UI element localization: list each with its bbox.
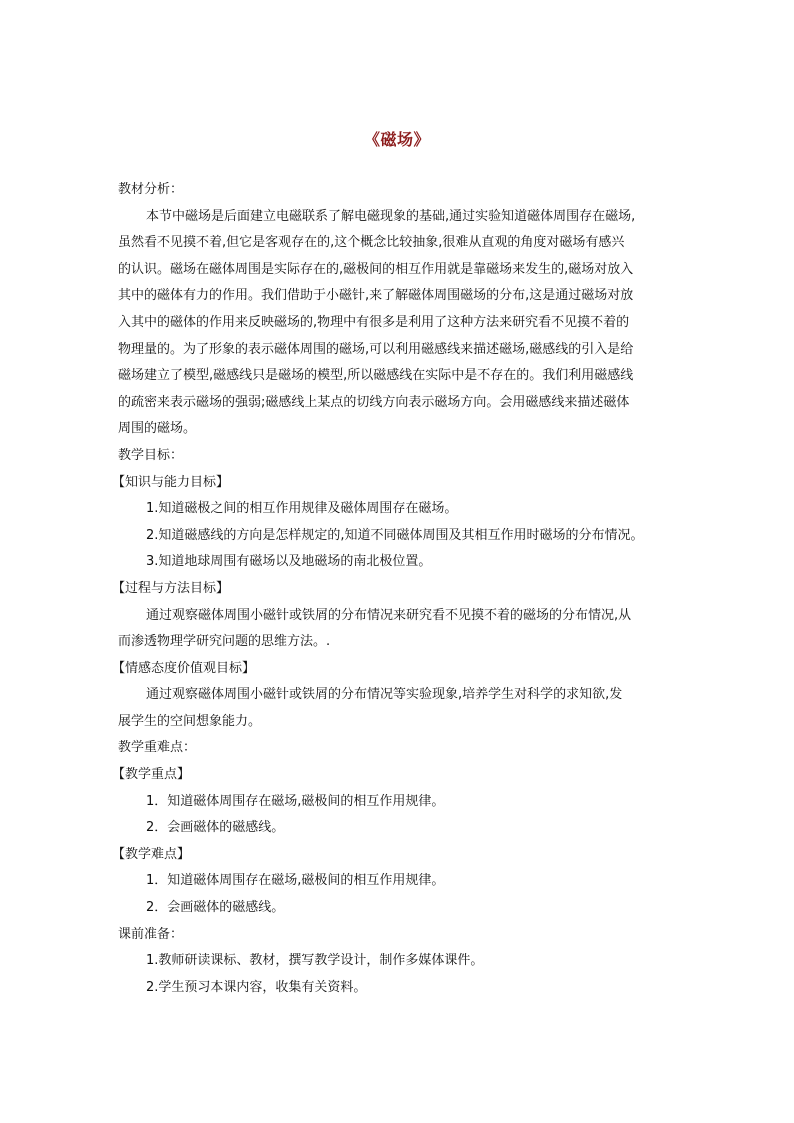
- knowledge-item: 1.知道磁极之间的相互作用规律及磁体周围存在磁场。: [146, 501, 458, 517]
- emotion-line: 通过观察磁体周围小磁针或铁屑的分布情况等实验现象,培养学生对科学的求知欲,发: [146, 687, 623, 703]
- knowledge-heading: 【知识与能力目标】: [112, 474, 230, 490]
- focus-heading: 【教学重点】: [112, 767, 191, 783]
- document-body: [112, 177, 684, 1001]
- process-paragraph: [118, 603, 684, 656]
- difficulty-item: 2．会画磁体的磁感线。: [146, 900, 285, 916]
- focus-item: 2．会画磁体的磁感线。: [146, 820, 285, 836]
- prep-item: 2.学生预习本课内容，收集有关资料。: [146, 979, 367, 995]
- difficulty-item: 1．知道磁体周围存在磁场,磁极间的相互作用规律。: [146, 873, 445, 889]
- analysis-line: 本节中磁场是后面建立电磁联系了解电磁现象的基础,通过实验知道磁体周围存在磁场,: [146, 208, 636, 224]
- emotion-heading: 【情感态度价值观目标】: [112, 660, 256, 676]
- analysis-line: 物理量的。为了形象的表示磁体周围的磁场,可以利用磁感线来描述磁场,磁感线的引入是给: [118, 341, 634, 357]
- knowledge-item: 2.知道磁感线的方向是怎样规定的,知道不同磁体周围及其相互作用时磁场的分布情况。: [146, 527, 644, 543]
- document-title: 《磁场》: [363, 130, 430, 149]
- analysis-heading: 教材分析：: [118, 182, 184, 197]
- analysis-line: 其中的磁体有力的作用。我们借助于小磁针,来了解磁体周围磁场的分布,这是通过磁场对放: [118, 288, 634, 304]
- analysis-line: 周围的磁场。: [118, 421, 197, 437]
- process-line: 而渗透物理学研究问题的思维方法。.: [118, 634, 331, 650]
- prep-heading: 课前准备：: [118, 926, 184, 942]
- process-line: 通过观察磁体周围小磁针或铁屑的分布情况来研究看不见摸不着的磁场的分布情况,从: [146, 607, 632, 623]
- analysis-line: 磁场建立了模型,磁感线只是磁场的模型,所以磁感线在实际中是不存在的。我们利用磁感线: [118, 368, 634, 384]
- analysis-line: 虽然看不见摸不着,但它是客观存在的,这个概念比较抽象,很难从直观的角度对磁场有感兴: [118, 235, 625, 251]
- emotion-paragraph: [118, 682, 684, 735]
- analysis-line: 的认识。磁场在磁体周围是实际存在的,磁极间的相互作用就是靠磁场来发生的,磁场对放入: [118, 261, 634, 277]
- knowledge-item: 3.知道地球周围有磁场以及地磁场的南北极位置。: [146, 554, 432, 570]
- analysis-paragraph: [118, 204, 684, 443]
- analysis-line: 的疏密来表示磁场的强弱;磁感线上某点的切线方向表示磁场方向。会用磁感线来描述磁体: [118, 394, 630, 410]
- prep-item: 1.教师研读课标、教材，撰写教学设计，制作多媒体课件。: [146, 953, 484, 969]
- focus-item: 1．知道磁体周围存在磁场,磁极间的相互作用规律。: [146, 793, 445, 809]
- emotion-line: 展学生的空间想象能力。: [118, 713, 262, 729]
- difficulty-heading: 【教学难点】: [112, 846, 191, 862]
- goals-heading: 教学目标：: [118, 447, 184, 463]
- analysis-line: 入其中的磁体的作用来反映磁场的,物理中有很多是利用了这种方法来研究看不见摸不着的: [118, 314, 630, 330]
- keypoints-heading: 教学重难点：: [118, 740, 197, 756]
- process-heading: 【过程与方法目标】: [112, 580, 230, 596]
